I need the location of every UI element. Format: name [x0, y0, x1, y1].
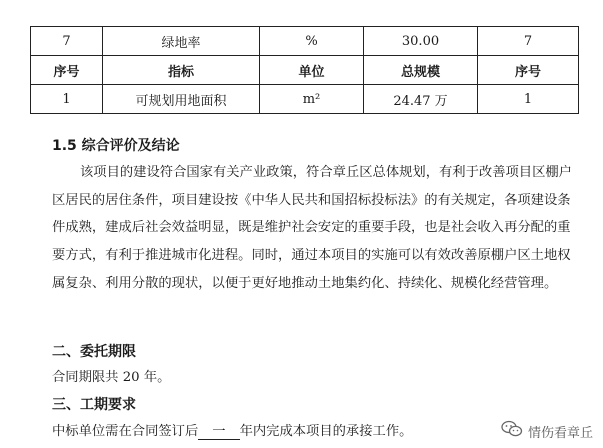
table-cell: 7 [478, 27, 579, 56]
header-cell: 序号 [31, 56, 103, 85]
watermark [501, 420, 593, 442]
header-cell: 序号 [478, 56, 579, 85]
wechat-icon [501, 420, 523, 442]
schedule-text-after: 年内完成本项目的承接工作。 [239, 424, 413, 439]
schedule-text-before: 中标单位需在合同签订后 [52, 424, 199, 439]
table-cell: 1 [478, 85, 579, 114]
schedule-blank-value: 一 [198, 425, 239, 440]
section-heading-1-5: 1.5 综合评价及结论 [52, 138, 180, 154]
table-cell: m² [260, 85, 364, 114]
table-row [31, 85, 579, 114]
indicator-table [30, 26, 579, 114]
conclusion-paragraph: 该项目的建设符合国家有关产业政策，符合章丘区总体规划，有利于改善项目区棚户区居民的居住条件，项目建设按《中华人民共和国招标投标法》的有关规定，各项建设条件成熟，建成后社会效益明显，既是维护社会安定的重要手段，也是社会收入再分配的重要方式，有利于推进城市化进程。同时，通过本项目的实施可以有效改善原棚户区土地权属复杂、利用分散的现状，以便于更好地推动土地集约化、持续化、规模化经营管理。 [52, 165, 572, 291]
table-cell: 24.47 万 [364, 85, 478, 114]
header-cell: 总规模 [364, 56, 478, 85]
table-header-row [31, 56, 579, 85]
header-cell: 单位 [260, 56, 364, 85]
table-cell: 可规划用地面积 [103, 85, 260, 114]
table-cell: % [260, 27, 364, 56]
table-row [31, 27, 579, 56]
header-cell: 指标 [103, 56, 260, 85]
contract-period-text: 合同期限共 20 年。 [52, 370, 171, 385]
table-cell: 绿地率 [103, 27, 260, 56]
section-heading-entrust-period: 二、委托期限 [52, 344, 136, 360]
table-cell: 7 [31, 27, 103, 56]
section-heading-schedule: 三、工期要求 [52, 397, 136, 413]
table-cell: 30.00 [364, 27, 478, 56]
watermark-text: 情伤看章丘 [527, 425, 593, 441]
schedule-text [52, 420, 412, 440]
table-cell: 1 [31, 85, 103, 114]
